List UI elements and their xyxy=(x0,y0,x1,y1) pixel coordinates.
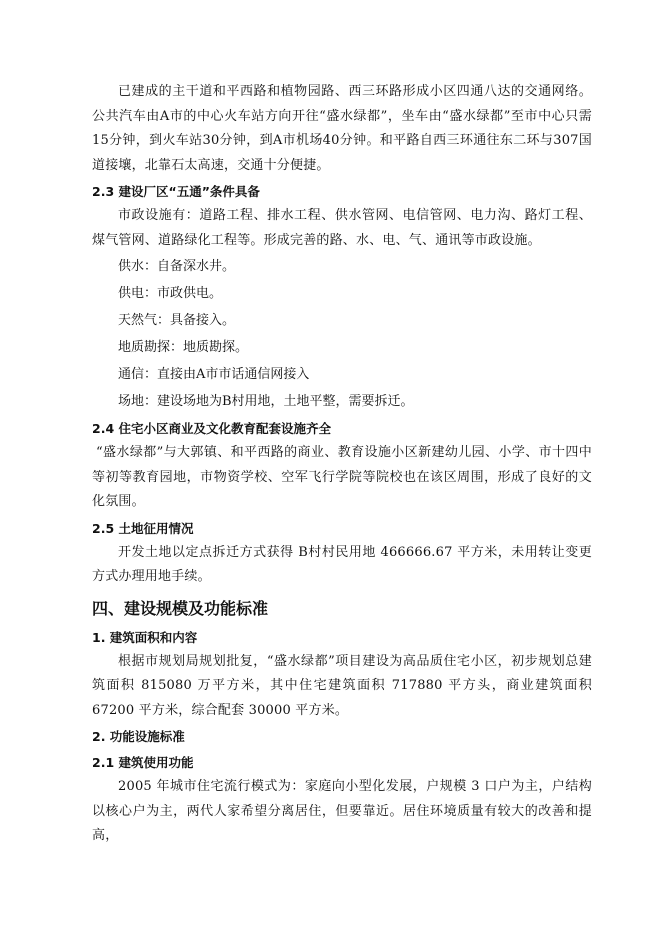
item-gas: 天然气：具备接入。 xyxy=(118,313,236,328)
heading-2: 2. 功能设施标准 xyxy=(92,729,185,744)
heading-2-3: 2.3 建设厂区“五通”条件具备 xyxy=(92,184,260,199)
heading-2-1: 2.1 建筑使用功能 xyxy=(92,755,194,770)
item-water: 供水：自备深水井。 xyxy=(118,259,236,274)
heading-1: 1. 建筑面积和内容 xyxy=(92,629,198,645)
document-page xyxy=(92,80,592,849)
heading-2-5: 2.5 土地征用情况 xyxy=(92,520,194,536)
paragraph-transport: 已建成的主干道和平西路和植物园路、西三环路形成小区四通八达的交通网络。公共汽车由A市的中心火车站方向开往“盛水绿都”，坐车由“盛水绿都”至市中心只需15分钟，到火车站30分钟，到A市机场40分钟。和平路自西三环通往东二环与307国道接壤，北靠石太高速，交通十分便捷。 xyxy=(92,84,592,173)
paragraph-municipal: 市政设施有：道路工程、排水工程、供水管网、电信管网、电力沟、路灯工程、煤气管网、道路绿化工程等。形成完善的路、水、电、气、通讯等市政设施。 xyxy=(92,208,592,248)
paragraph-facilities: “盛水绿都”与大郭镇、和平西路的商业、教育设施小区新建幼儿园、小学、市十四中等初等教育园地，市物资学校、空军飞行学院等院校也在该区周围，形成了良好的文化氛围。 xyxy=(92,445,592,509)
paragraph-function: 2005 年城市住宅流行模式为：家庭向小型化发展，户规模 3 口户为主，户结构以核心户为主，两代人家希望分离居住，但要靠近。居住环境质量有较大的改善和提高， xyxy=(92,779,592,843)
item-site: 场地：建设场地为B村用地，土地平整，需要拆迁。 xyxy=(118,394,414,409)
paragraph-land: 开发土地以定点拆迁方式获得 B村村民用地 466666.67 平方米，未用转让变更方式办理用地手续。 xyxy=(92,544,592,584)
heading-2-4: 2.4 住宅小区商业及文化教育配套设施齐全 xyxy=(92,421,331,436)
item-power: 供电：市政供电。 xyxy=(118,286,223,301)
item-communication: 通信：直接由A市市话通信网接入 xyxy=(118,367,310,382)
paragraph-area: 根据市规划局规划批复，“盛水绿都”项目建设为高品质住宅小区，初步规划总建筑面积 815080 万平方米，其中住宅建筑面积 717880 平方头，商业建筑面积 67200 平方米，综合配套 30000 平方米。 xyxy=(92,653,592,718)
heading-section-4: 四、建设规模及功能标准 xyxy=(92,598,269,618)
item-geology: 地质勘探：地质勘探。 xyxy=(118,340,249,355)
